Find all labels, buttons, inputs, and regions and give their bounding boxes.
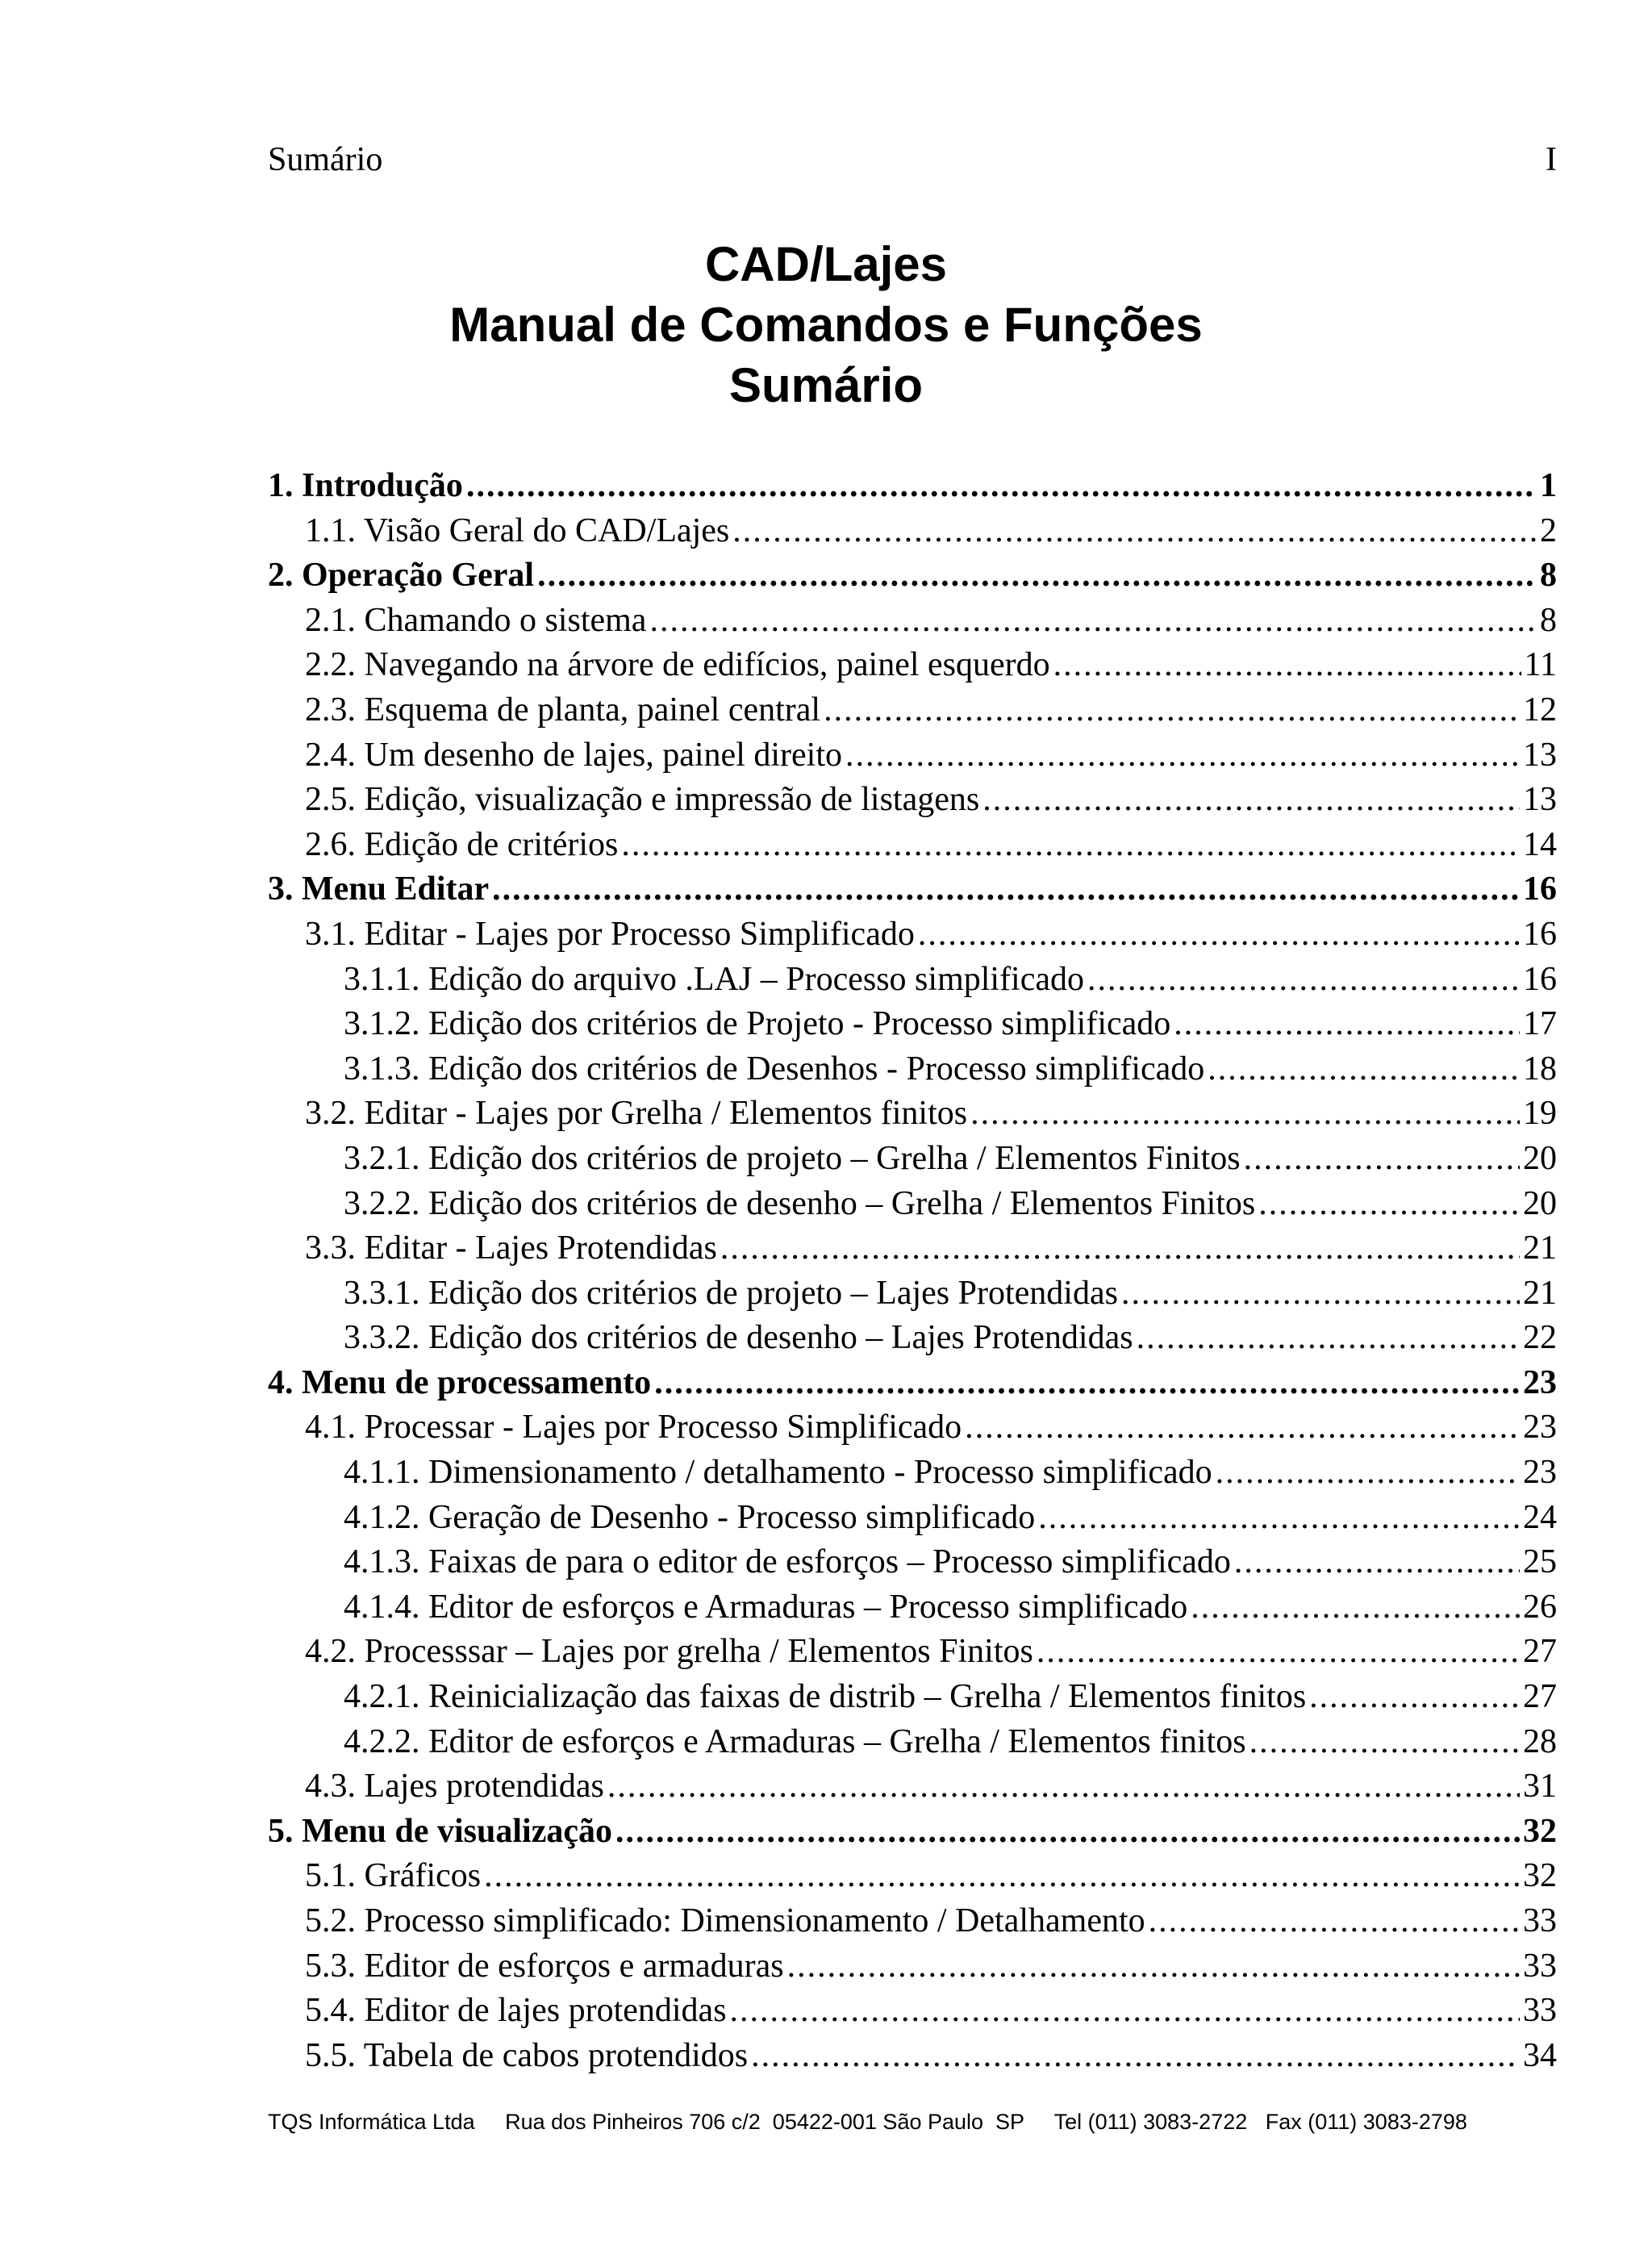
toc-entry-page: 21 bbox=[1523, 1274, 1557, 1312]
toc-entry-page: 21 bbox=[1523, 1230, 1557, 1267]
toc-entry-page: 12 bbox=[1523, 691, 1557, 729]
toc-entry[interactable] bbox=[268, 1092, 1557, 1137]
toc-entry[interactable] bbox=[268, 553, 1557, 599]
toc-dot-leader bbox=[484, 1854, 1520, 1899]
toc-entry[interactable] bbox=[268, 1405, 1557, 1451]
toc-entry-page: 19 bbox=[1523, 1095, 1557, 1133]
toc-entry-page: 27 bbox=[1523, 1633, 1557, 1671]
toc-entry[interactable] bbox=[268, 643, 1557, 688]
toc-entry[interactable] bbox=[268, 1630, 1557, 1675]
toc-entry[interactable] bbox=[268, 1047, 1557, 1092]
toc-entry-label: 2. Operação Geral bbox=[268, 557, 535, 595]
toc-dot-leader bbox=[654, 1361, 1520, 1406]
title-product: CAD/Lajes bbox=[704, 237, 948, 291]
toc-entry-page: 27 bbox=[1523, 1678, 1557, 1716]
toc-dot-leader bbox=[720, 1226, 1520, 1271]
toc-entry[interactable] bbox=[268, 2034, 1557, 2079]
toc-entry-label: 5. Menu de visualização bbox=[268, 1812, 612, 1850]
toc-dot-leader bbox=[1053, 643, 1521, 688]
toc-entry-page: 23 bbox=[1523, 1363, 1557, 1401]
toc-entry[interactable] bbox=[268, 1316, 1557, 1361]
toc-entry-page: 13 bbox=[1523, 781, 1557, 819]
toc-dot-leader bbox=[1137, 1316, 1520, 1361]
toc-entry-page: 14 bbox=[1523, 825, 1557, 863]
toc-entry-label: 4.3. Lajes protendidas bbox=[305, 1768, 604, 1806]
toc-dot-leader bbox=[615, 1810, 1520, 1855]
toc-entry[interactable] bbox=[268, 1361, 1557, 1406]
toc-entry[interactable] bbox=[268, 1182, 1557, 1227]
toc-entry-label: 2.3. Esquema de planta, painel central bbox=[305, 691, 821, 729]
toc-entry[interactable] bbox=[268, 688, 1557, 733]
toc-entry-label: 3.2.1. Edição dos critérios de projeto – Grelha / Elementos Finitos bbox=[344, 1139, 1241, 1177]
toc-entry-page: 2 bbox=[1540, 511, 1557, 549]
toc-entry-page: 16 bbox=[1523, 915, 1557, 953]
title-summary: Sumário bbox=[728, 358, 924, 412]
toc-dot-leader bbox=[965, 1405, 1520, 1451]
toc-entry-label: 4.2. Processsar – Lajes por grelha / Elementos Finitos bbox=[305, 1633, 1033, 1671]
page-header bbox=[268, 136, 1557, 184]
toc-entry[interactable] bbox=[268, 778, 1557, 823]
toc-dot-leader bbox=[824, 688, 1520, 733]
toc-entry-label: 3.2. Editar - Lajes por Grelha / Elementos finitos bbox=[305, 1095, 968, 1133]
toc-entry[interactable] bbox=[268, 1137, 1557, 1182]
toc-entry[interactable] bbox=[268, 1002, 1557, 1047]
toc-entry-page: 11 bbox=[1524, 646, 1557, 684]
running-header-section: Sumário bbox=[268, 141, 383, 178]
toc-entry-label: 4.2.2. Editor de esforços e Armaduras – Grelha / Elementos finitos bbox=[344, 1722, 1246, 1760]
toc-dot-leader bbox=[918, 912, 1520, 958]
toc-entry-label: 3.1.3. Edição dos critérios de Desenhos - Processo simplificado bbox=[344, 1050, 1205, 1088]
toc-entry-label: 5.5. Tabela de cabos protendidos bbox=[305, 2036, 749, 2074]
toc-entry-page: 13 bbox=[1523, 736, 1557, 774]
toc-entry[interactable] bbox=[268, 912, 1557, 958]
toc-dot-leader bbox=[621, 823, 1520, 868]
toc-entry-page: 25 bbox=[1523, 1543, 1557, 1581]
toc-entry[interactable] bbox=[268, 823, 1557, 868]
toc-entry-label: 4.1. Processar - Lajes por Processo Simplificado bbox=[305, 1409, 962, 1447]
toc-dot-leader bbox=[970, 1092, 1520, 1137]
toc-entry-label: 2.1. Chamando o sistema bbox=[305, 601, 647, 639]
toc-entry-page: 32 bbox=[1523, 1857, 1557, 1895]
toc-dot-leader bbox=[649, 599, 1537, 644]
toc-entry-page: 23 bbox=[1523, 1409, 1557, 1447]
toc-dot-leader bbox=[1249, 1720, 1520, 1765]
toc-entry-page: 33 bbox=[1523, 1947, 1557, 1985]
toc-dot-leader bbox=[1309, 1675, 1520, 1720]
toc-entry[interactable] bbox=[268, 1451, 1557, 1496]
toc-entry[interactable] bbox=[268, 1226, 1557, 1271]
toc-dot-leader bbox=[607, 1764, 1520, 1810]
toc-entry-label: 5.4. Editor de lajes protendidas bbox=[305, 1992, 727, 2030]
toc-entry-label: 4.2.1. Reinicialização das faixas de distrib – Grelha / Elementos finitos bbox=[344, 1678, 1307, 1716]
toc-entry-page: 16 bbox=[1523, 960, 1557, 998]
toc-entry-label: 2.4. Um desenho de lajes, painel direito bbox=[305, 736, 842, 774]
toc-dot-leader bbox=[982, 778, 1520, 823]
toc-entry-label: 3.1. Editar - Lajes por Processo Simplificado bbox=[305, 915, 915, 953]
toc-entry-page: 23 bbox=[1523, 1454, 1557, 1492]
toc-entry[interactable] bbox=[268, 1944, 1557, 1989]
toc-dot-leader bbox=[1174, 1002, 1520, 1047]
toc-entry-label: 1. Introdução bbox=[268, 467, 463, 504]
toc-entry-label: 3.3. Editar - Lajes Protendidas bbox=[305, 1230, 717, 1267]
toc-entry-label: 2.5. Edição, visualização e impressão de listagens bbox=[305, 781, 980, 819]
table-of-contents bbox=[268, 464, 1557, 2078]
toc-entry-page: 16 bbox=[1523, 870, 1557, 908]
toc-entry[interactable] bbox=[268, 1271, 1557, 1317]
toc-entry-page: 20 bbox=[1523, 1184, 1557, 1222]
toc-entry-label: 5.1. Gráficos bbox=[305, 1857, 482, 1895]
toc-dot-leader bbox=[730, 1989, 1520, 2034]
toc-entry[interactable] bbox=[268, 1810, 1557, 1855]
toc-entry-page: 24 bbox=[1523, 1498, 1557, 1536]
toc-entry[interactable] bbox=[268, 1854, 1557, 1899]
toc-entry-page: 20 bbox=[1523, 1139, 1557, 1177]
toc-entry-label: 3. Menu Editar bbox=[268, 870, 490, 908]
toc-entry[interactable] bbox=[268, 1540, 1557, 1585]
toc-entry-label: 4.1.3. Faixas de para o editor de esforços – Processo simplificado bbox=[344, 1543, 1231, 1581]
page-footer: TQS Informática Ltda Rua dos Pinheiros 706 c/2 05422-001 São Paulo SP Tel (011) 3083-2722 Fax (011) 3083-2798 bbox=[268, 2110, 1467, 2134]
toc-entry-page: 28 bbox=[1523, 1722, 1557, 1760]
toc-entry-label: 5.2. Processo simplificado: Dimensionamento / Detalhamento bbox=[305, 1902, 1145, 1939]
toc-entry-page: 31 bbox=[1523, 1768, 1557, 1806]
toc-entry[interactable] bbox=[268, 733, 1557, 779]
toc-entry[interactable] bbox=[268, 1675, 1557, 1720]
toc-entry-label: 5.3. Editor de esforços e armaduras bbox=[305, 1947, 784, 1985]
toc-dot-leader bbox=[1121, 1271, 1520, 1317]
toc-dot-leader bbox=[845, 733, 1520, 779]
toc-entry[interactable] bbox=[268, 464, 1557, 509]
title-manual: Manual de Comandos e Funções bbox=[449, 298, 1203, 352]
toc-entry-page: 8 bbox=[1540, 557, 1557, 595]
toc-dot-leader bbox=[466, 464, 1537, 509]
toc-dot-leader bbox=[1037, 1630, 1520, 1675]
toc-entry[interactable] bbox=[268, 1585, 1557, 1630]
toc-entry[interactable] bbox=[268, 958, 1557, 1003]
toc-entry-page: 34 bbox=[1523, 2036, 1557, 2074]
toc-dot-leader bbox=[1244, 1137, 1520, 1182]
toc-entry[interactable] bbox=[268, 599, 1557, 644]
toc-dot-leader bbox=[1038, 1496, 1520, 1541]
toc-entry-page: 33 bbox=[1523, 1992, 1557, 2030]
toc-entry-page: 17 bbox=[1523, 1005, 1557, 1043]
toc-entry-label: 4.1.4. Editor de esforços e Armaduras – Processo simplificado bbox=[344, 1588, 1188, 1626]
toc-entry-label: 3.3.1. Edição dos critérios de projeto – Lajes Protendidas bbox=[344, 1274, 1118, 1312]
toc-entry-page: 33 bbox=[1523, 1902, 1557, 1939]
toc-dot-leader bbox=[732, 509, 1537, 554]
toc-entry[interactable] bbox=[268, 1496, 1557, 1541]
toc-entry[interactable] bbox=[268, 867, 1557, 912]
toc-dot-leader bbox=[1087, 958, 1520, 1003]
toc-dot-leader bbox=[1234, 1540, 1520, 1585]
page-number: I bbox=[1546, 141, 1557, 178]
toc-entry-label: 3.3.2. Edição dos critérios de desenho – Lajes Protendidas bbox=[344, 1319, 1133, 1357]
toc-entry-label: 3.2.2. Edição dos critérios de desenho – Grelha / Elementos Finitos bbox=[344, 1184, 1256, 1222]
toc-entry[interactable] bbox=[268, 1899, 1557, 1944]
toc-dot-leader bbox=[1258, 1182, 1520, 1227]
toc-entry[interactable] bbox=[268, 509, 1557, 554]
toc-entry[interactable] bbox=[268, 1720, 1557, 1765]
toc-entry-page: 32 bbox=[1523, 1812, 1557, 1850]
toc-dot-leader bbox=[492, 867, 1520, 912]
toc-entry-label: 2.6. Edição de critérios bbox=[305, 825, 619, 863]
toc-entry-label: 4. Menu de processamento bbox=[268, 1363, 652, 1401]
toc-entry-label: 2.2. Navegando na árvore de edifícios, painel esquerdo bbox=[305, 646, 1050, 684]
toc-entry-page: 26 bbox=[1523, 1588, 1557, 1626]
toc-entry-page: 22 bbox=[1523, 1319, 1557, 1357]
toc-dot-leader bbox=[537, 553, 1537, 599]
toc-dot-leader bbox=[1191, 1585, 1520, 1630]
toc-entry-label: 3.1.1. Edição do arquivo .LAJ – Processo simplificado bbox=[344, 960, 1085, 998]
toc-dot-leader bbox=[1216, 1451, 1520, 1496]
toc-dot-leader bbox=[1149, 1899, 1520, 1944]
toc-entry[interactable] bbox=[268, 1764, 1557, 1810]
toc-dot-leader bbox=[1208, 1047, 1520, 1092]
toc-dot-leader bbox=[751, 2034, 1520, 2079]
toc-entry[interactable] bbox=[268, 1989, 1557, 2034]
toc-entry-page: 1 bbox=[1540, 467, 1557, 504]
toc-dot-leader bbox=[787, 1944, 1520, 1989]
toc-entry-label: 3.1.2. Edição dos critérios de Projeto - Processo simplificado bbox=[344, 1005, 1171, 1043]
document-title bbox=[0, 234, 1652, 415]
toc-entry-page: 8 bbox=[1540, 601, 1557, 639]
toc-entry-label: 4.1.1. Dimensionamento / detalhamento - Processo simplificado bbox=[344, 1454, 1212, 1492]
toc-entry-label: 1.1. Visão Geral do CAD/Lajes bbox=[305, 511, 730, 549]
toc-entry-label: 4.1.2. Geração de Desenho - Processo simplificado bbox=[344, 1498, 1036, 1536]
toc-entry-page: 18 bbox=[1523, 1050, 1557, 1088]
